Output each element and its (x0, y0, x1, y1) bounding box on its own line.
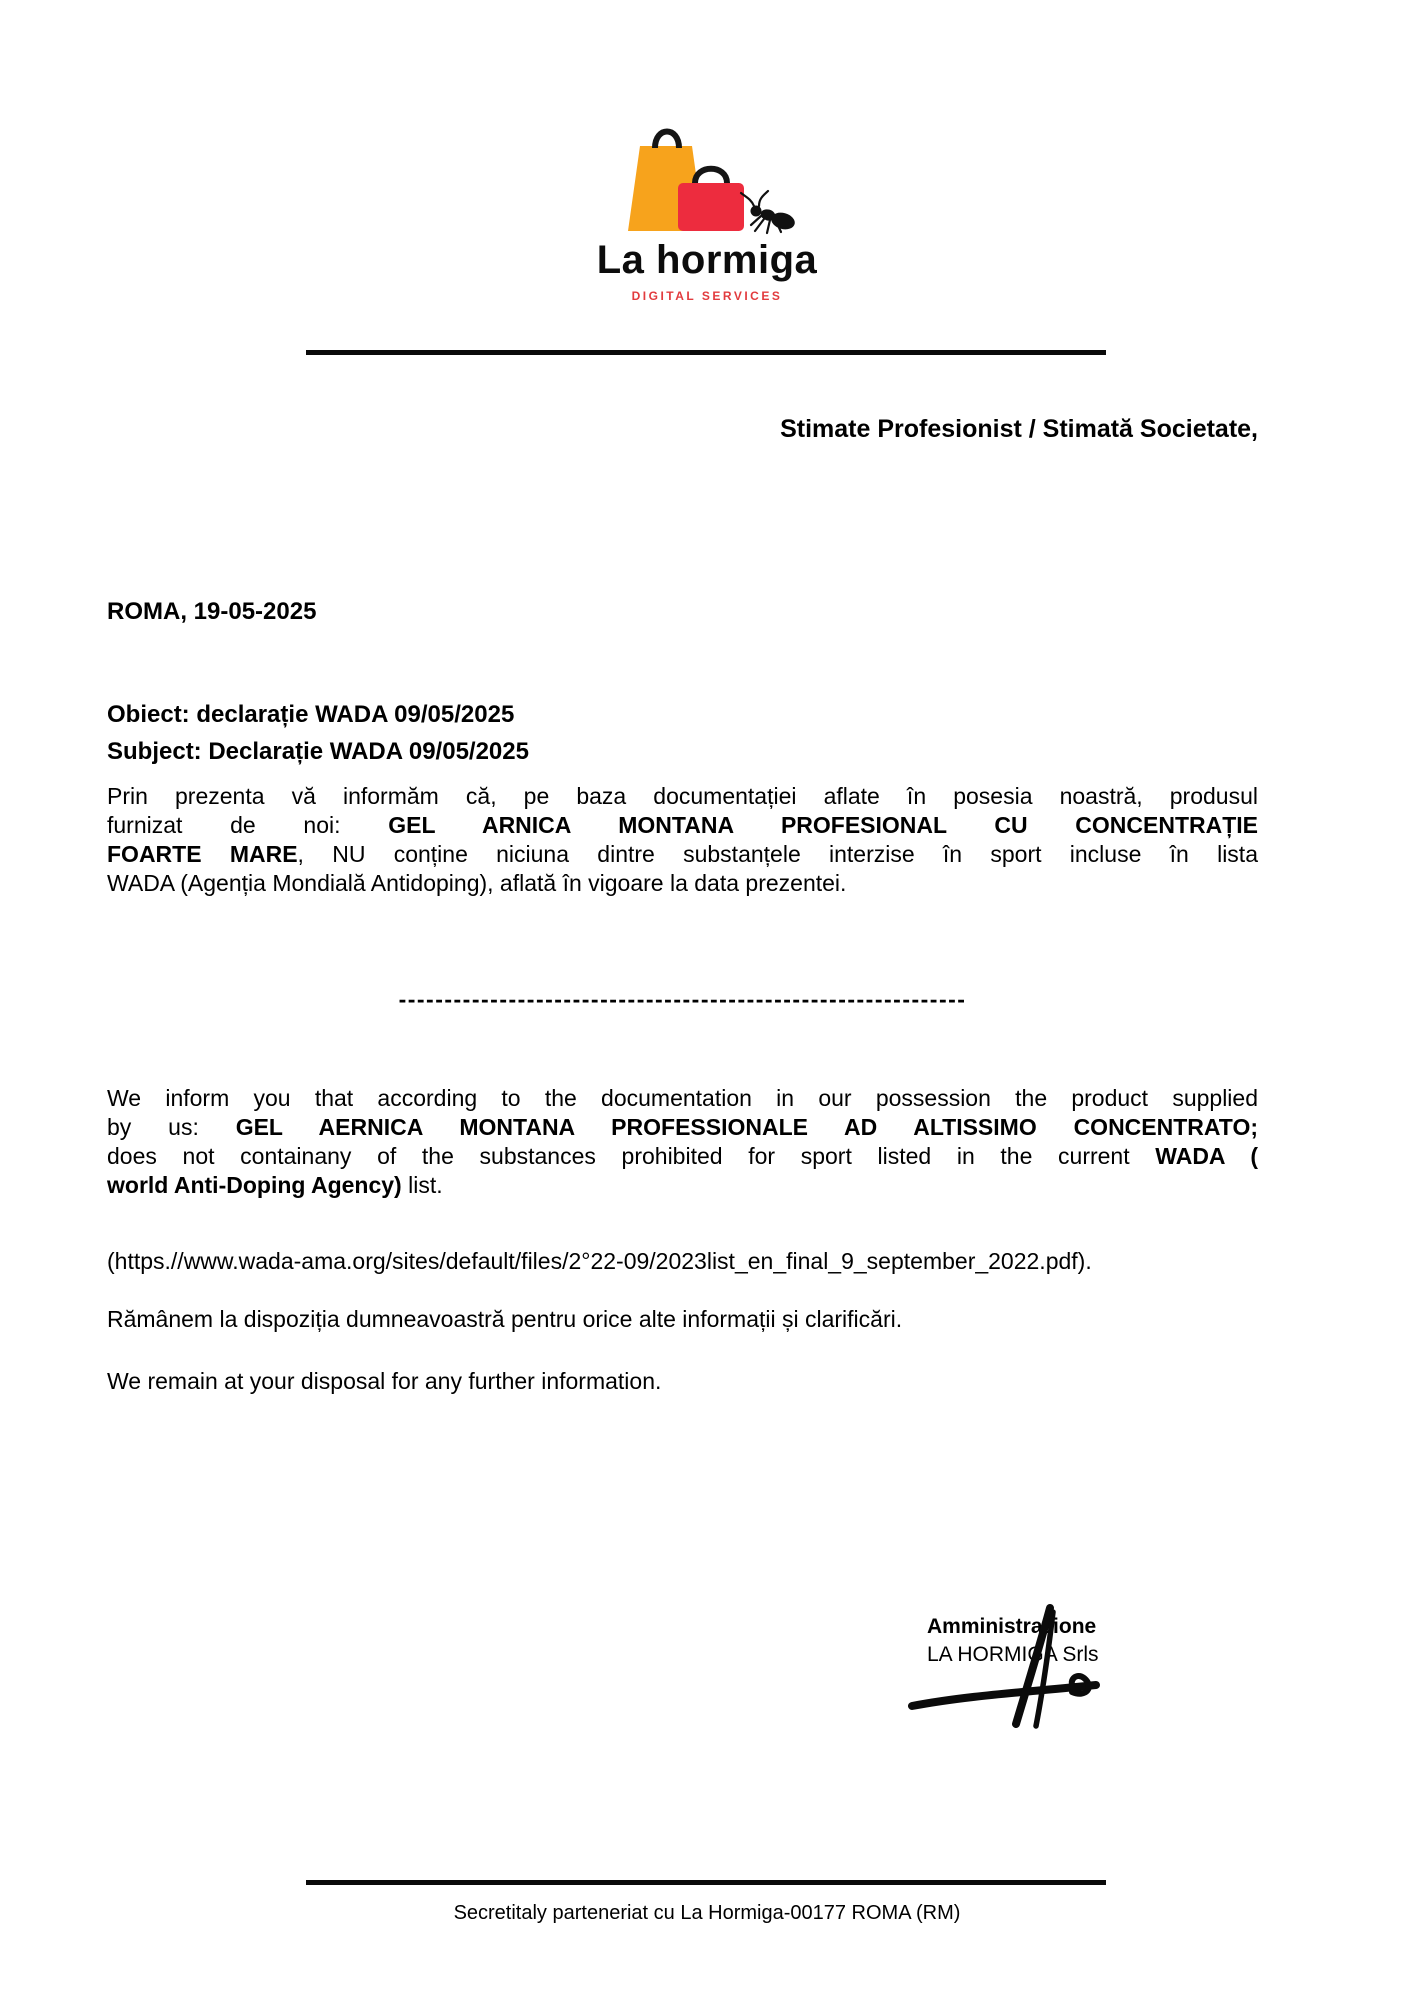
subject-line-ro: Obiect: declarație WADA 09/05/2025 (107, 701, 515, 728)
logo-tagline: DIGITAL SERVICES (631, 289, 783, 303)
red-bag-handle (695, 169, 727, 183)
signature-company: LA HORMIGA Srls (927, 1643, 1099, 1666)
company-logo (0, 126, 1414, 302)
bottom-divider (306, 1880, 1106, 1885)
top-divider (306, 350, 1106, 355)
orange-bag-handle (655, 132, 679, 149)
signature-scrawl (900, 1592, 1110, 1737)
wada-url-text: (https.//www.wada-ama.org/sites/default/files/2°22-09/2023list_en_final_9_september_2022.pdf). (107, 1248, 1092, 1274)
red-bag-shape (678, 183, 744, 231)
subject-block (107, 696, 529, 770)
closing-english: We remain at your disposal for any further information. (107, 1368, 662, 1394)
dashed-separator: -------------------------------------------------------------- (398, 986, 967, 1012)
subject-line-en: Subject: Declarație WADA 09/05/2025 (107, 738, 529, 765)
date-line: ROMA, 19-05-2025 (107, 598, 317, 625)
logo-name: La hormiga (596, 238, 818, 282)
paragraph-english: We inform you that according to the documentation in our possession the product supplied by us: GEL AERNICA MONTANA PROFESSIONALE AD ALTISSIMO CONCENTRATO; does not containany of the substances prohibited for sport listed in the current WADA ( world Anti-Doping Agency) list. (107, 1085, 1258, 1198)
closing-romanian: Rămânem la dispoziția dumneavoastră pentru orice alte informații și clarificări. (107, 1306, 903, 1332)
footer-text: Secretitaly parteneriat cu La Hormiga-00177 ROMA (RM) (453, 1902, 961, 1924)
signature-role: Amministrazione (927, 1615, 1097, 1638)
paragraph-romanian: Prin prezenta vă informăm că, pe baza documentației aflate în posesia noastră, produsul furnizat de noi: GEL ARNICA MONTANA PROFESIONAL CU CONCENTRAȚIE FOARTE MARE, NU conține niciuna dintre substanțele interzise în sport incluse în lista WADA (Agenția Mondială Antidoping), aflată în vigoare la data prezentei. (107, 783, 1259, 896)
shopping-bags-ant-icon (618, 126, 796, 236)
greeting-line: Stimate Profesionist / Stimată Societate, (780, 415, 1258, 443)
